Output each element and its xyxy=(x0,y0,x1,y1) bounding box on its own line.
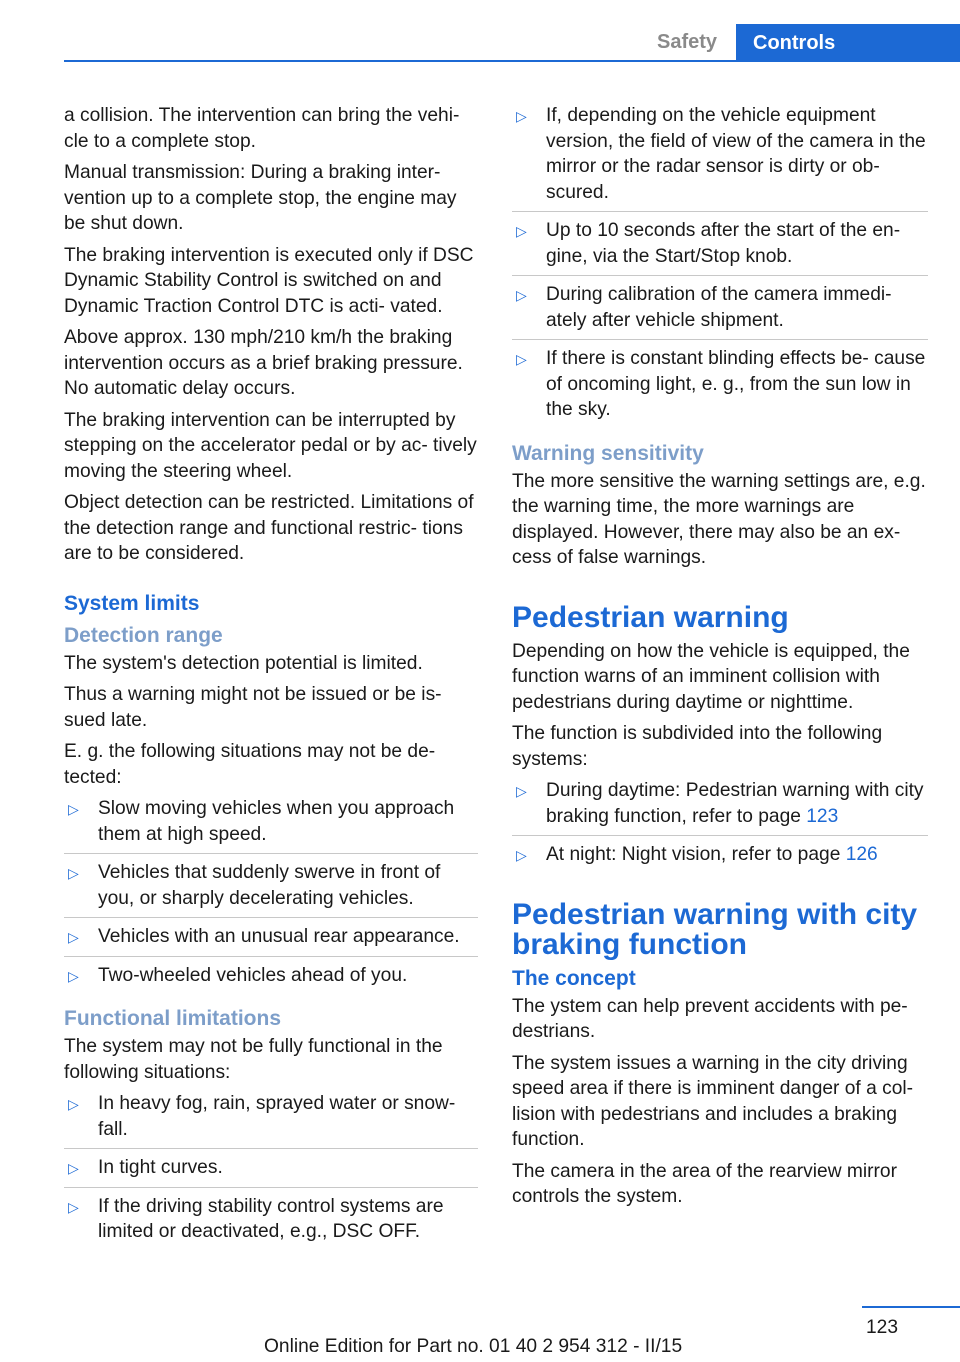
list-item xyxy=(64,1091,478,1149)
heading-the-concept: The concept xyxy=(512,966,636,990)
paragraph: a collision. The intervention can bring the vehi‐ cle to a complete stop. xyxy=(64,105,460,152)
triangle-bullet-icon: ▷ xyxy=(68,1160,79,1176)
triangle-bullet-icon: ▷ xyxy=(68,865,79,881)
paragraph: The system's detection potential is limited. xyxy=(64,652,423,674)
limitations-list-continued xyxy=(512,103,928,423)
triangle-bullet-icon: ▷ xyxy=(516,847,527,863)
list-item xyxy=(512,218,928,276)
list-item xyxy=(64,860,478,918)
list-item-text: Two-wheeled vehicles ahead of you. xyxy=(98,964,408,986)
list-item xyxy=(512,778,928,836)
list-item-text: Vehicles with an unusual rear appearance. xyxy=(98,926,460,947)
paragraph: Above approx. 130 mph/210 km/h the braking intervention occurs as a brief braking pressure. No automatic delay occurs. xyxy=(64,327,463,399)
page-link-126[interactable]: 126 xyxy=(845,844,878,865)
paragraph: The system may not be fully functional in the following situations: xyxy=(64,1036,443,1083)
heading-warning-sensitivity: Warning sensitivity xyxy=(512,441,704,465)
paragraph: The ystem can help prevent accidents with pe‐ destrians. xyxy=(512,995,908,1042)
heading-pedestrian-warning-city-braking: Pedestrian warning with city braking function xyxy=(512,897,918,961)
paragraph: Object detection can be restricted. Limitations of the detection range and functional restric‐ tions are to be considered. xyxy=(64,492,474,564)
paragraph: The more sensitive the warning settings are, e.g. the warning time, the more warnings are displayed. However, there may also be an ex‐ cess of false warnings. xyxy=(512,470,926,568)
list-item-text: During daytime: Pedestrian warning with city braking function, refer to page xyxy=(546,780,924,827)
list-item-text: In heavy fog, rain, sprayed water or snow‐ fall. xyxy=(98,1093,456,1140)
paragraph: The system issues a warning in the city driving speed area if there is imminent danger of a col‐ lision with pedestrians and includes a braking function. xyxy=(512,1052,914,1150)
list-item xyxy=(64,796,478,854)
tab-safety[interactable]: Safety xyxy=(656,30,718,53)
triangle-bullet-icon: ▷ xyxy=(68,801,79,817)
heading-functional-limitations: Functional limitations xyxy=(64,1007,282,1030)
right-column xyxy=(512,103,928,1216)
list-item xyxy=(64,1155,478,1188)
triangle-bullet-icon: ▷ xyxy=(516,783,527,799)
paragraph: The braking intervention can be interrupted by stepping on the accelerator pedal or by ac‐ tively moving the steering wheel. xyxy=(64,409,477,482)
heading-pedestrian-warning: Pedestrian warning xyxy=(512,600,789,634)
list-item-text: Slow moving vehicles when you approach them at high speed. xyxy=(98,798,455,845)
list-item xyxy=(512,346,928,423)
heading-system-limits: System limits xyxy=(64,591,200,615)
heading-detection-range: Detection range xyxy=(64,623,223,647)
list-item-text: If, depending on the vehicle equipment version, the field of view of the camera in the mirror or the radar sensor is dirty or ob‐ scured. xyxy=(546,105,926,203)
list-item-text: Up to 10 seconds after the start of the en‐ gine, via the Start/Stop knob. xyxy=(546,220,901,267)
detection-list xyxy=(64,796,478,988)
list-item xyxy=(64,963,478,989)
list-item xyxy=(64,924,478,957)
tab-controls[interactable]: Controls xyxy=(736,24,960,62)
list-item-text: During calibration of the camera immedi‐ ately after vehicle shipment. xyxy=(546,284,892,331)
page-number: 123 xyxy=(865,1317,898,1338)
paragraph: Depending on how the vehicle is equipped, the function warns of an imminent collision with pedestrians during daytime or nighttime. xyxy=(512,640,910,713)
list-item xyxy=(64,1194,478,1245)
footer-rule xyxy=(862,1306,960,1308)
paragraph: The braking intervention is executed only if DSC Dynamic Stability Control is switched on and Dynamic Traction Control DTC is acti‐ vated. xyxy=(64,244,474,317)
list-item-text: Vehicles that suddenly swerve in front of you, or sharply decelerating vehicles. xyxy=(98,862,441,909)
list-item-text: If there is constant blinding effects be‐ cause of oncoming light, e. g., from the sun low in the sky. xyxy=(546,348,926,420)
page-link-123[interactable]: 123 xyxy=(806,805,839,827)
triangle-bullet-icon: ▷ xyxy=(68,929,79,945)
edition-footer: Online Edition for Part no. 01 40 2 954 312 - II/15 xyxy=(264,1336,683,1357)
list-item xyxy=(512,282,928,340)
triangle-bullet-icon: ▷ xyxy=(516,351,527,367)
left-column xyxy=(64,103,478,1251)
triangle-bullet-icon: ▷ xyxy=(516,108,527,124)
list-item xyxy=(512,842,928,868)
list-item xyxy=(512,103,928,212)
paragraph: E. g. the following situations may not be de‐ tected: xyxy=(64,741,436,788)
list-item-text: At night: Night vision, refer to page xyxy=(546,844,846,865)
triangle-bullet-icon: ▷ xyxy=(68,1096,79,1112)
paragraph: Manual transmission: During a braking inter‐ vention up to a complete stop, the engine may be shut down. xyxy=(64,162,457,234)
list-item-text: If the driving stability control systems are limited or deactivated, e.g., DSC OFF. xyxy=(98,1195,444,1242)
triangle-bullet-icon: ▷ xyxy=(516,223,527,239)
paragraph: The camera in the area of the rearview mirror controls the system. xyxy=(512,1160,897,1207)
triangle-bullet-icon: ▷ xyxy=(516,287,527,303)
paragraph: The function is subdivided into the following systems: xyxy=(512,723,883,770)
paragraph: Thus a warning might not be issued or be is‐ sued late. xyxy=(64,684,442,731)
systems-list xyxy=(512,778,928,868)
functional-list xyxy=(64,1091,478,1245)
triangle-bullet-icon: ▷ xyxy=(68,1198,79,1215)
triangle-bullet-icon: ▷ xyxy=(68,967,79,984)
list-item-text: In tight curves. xyxy=(98,1157,223,1178)
